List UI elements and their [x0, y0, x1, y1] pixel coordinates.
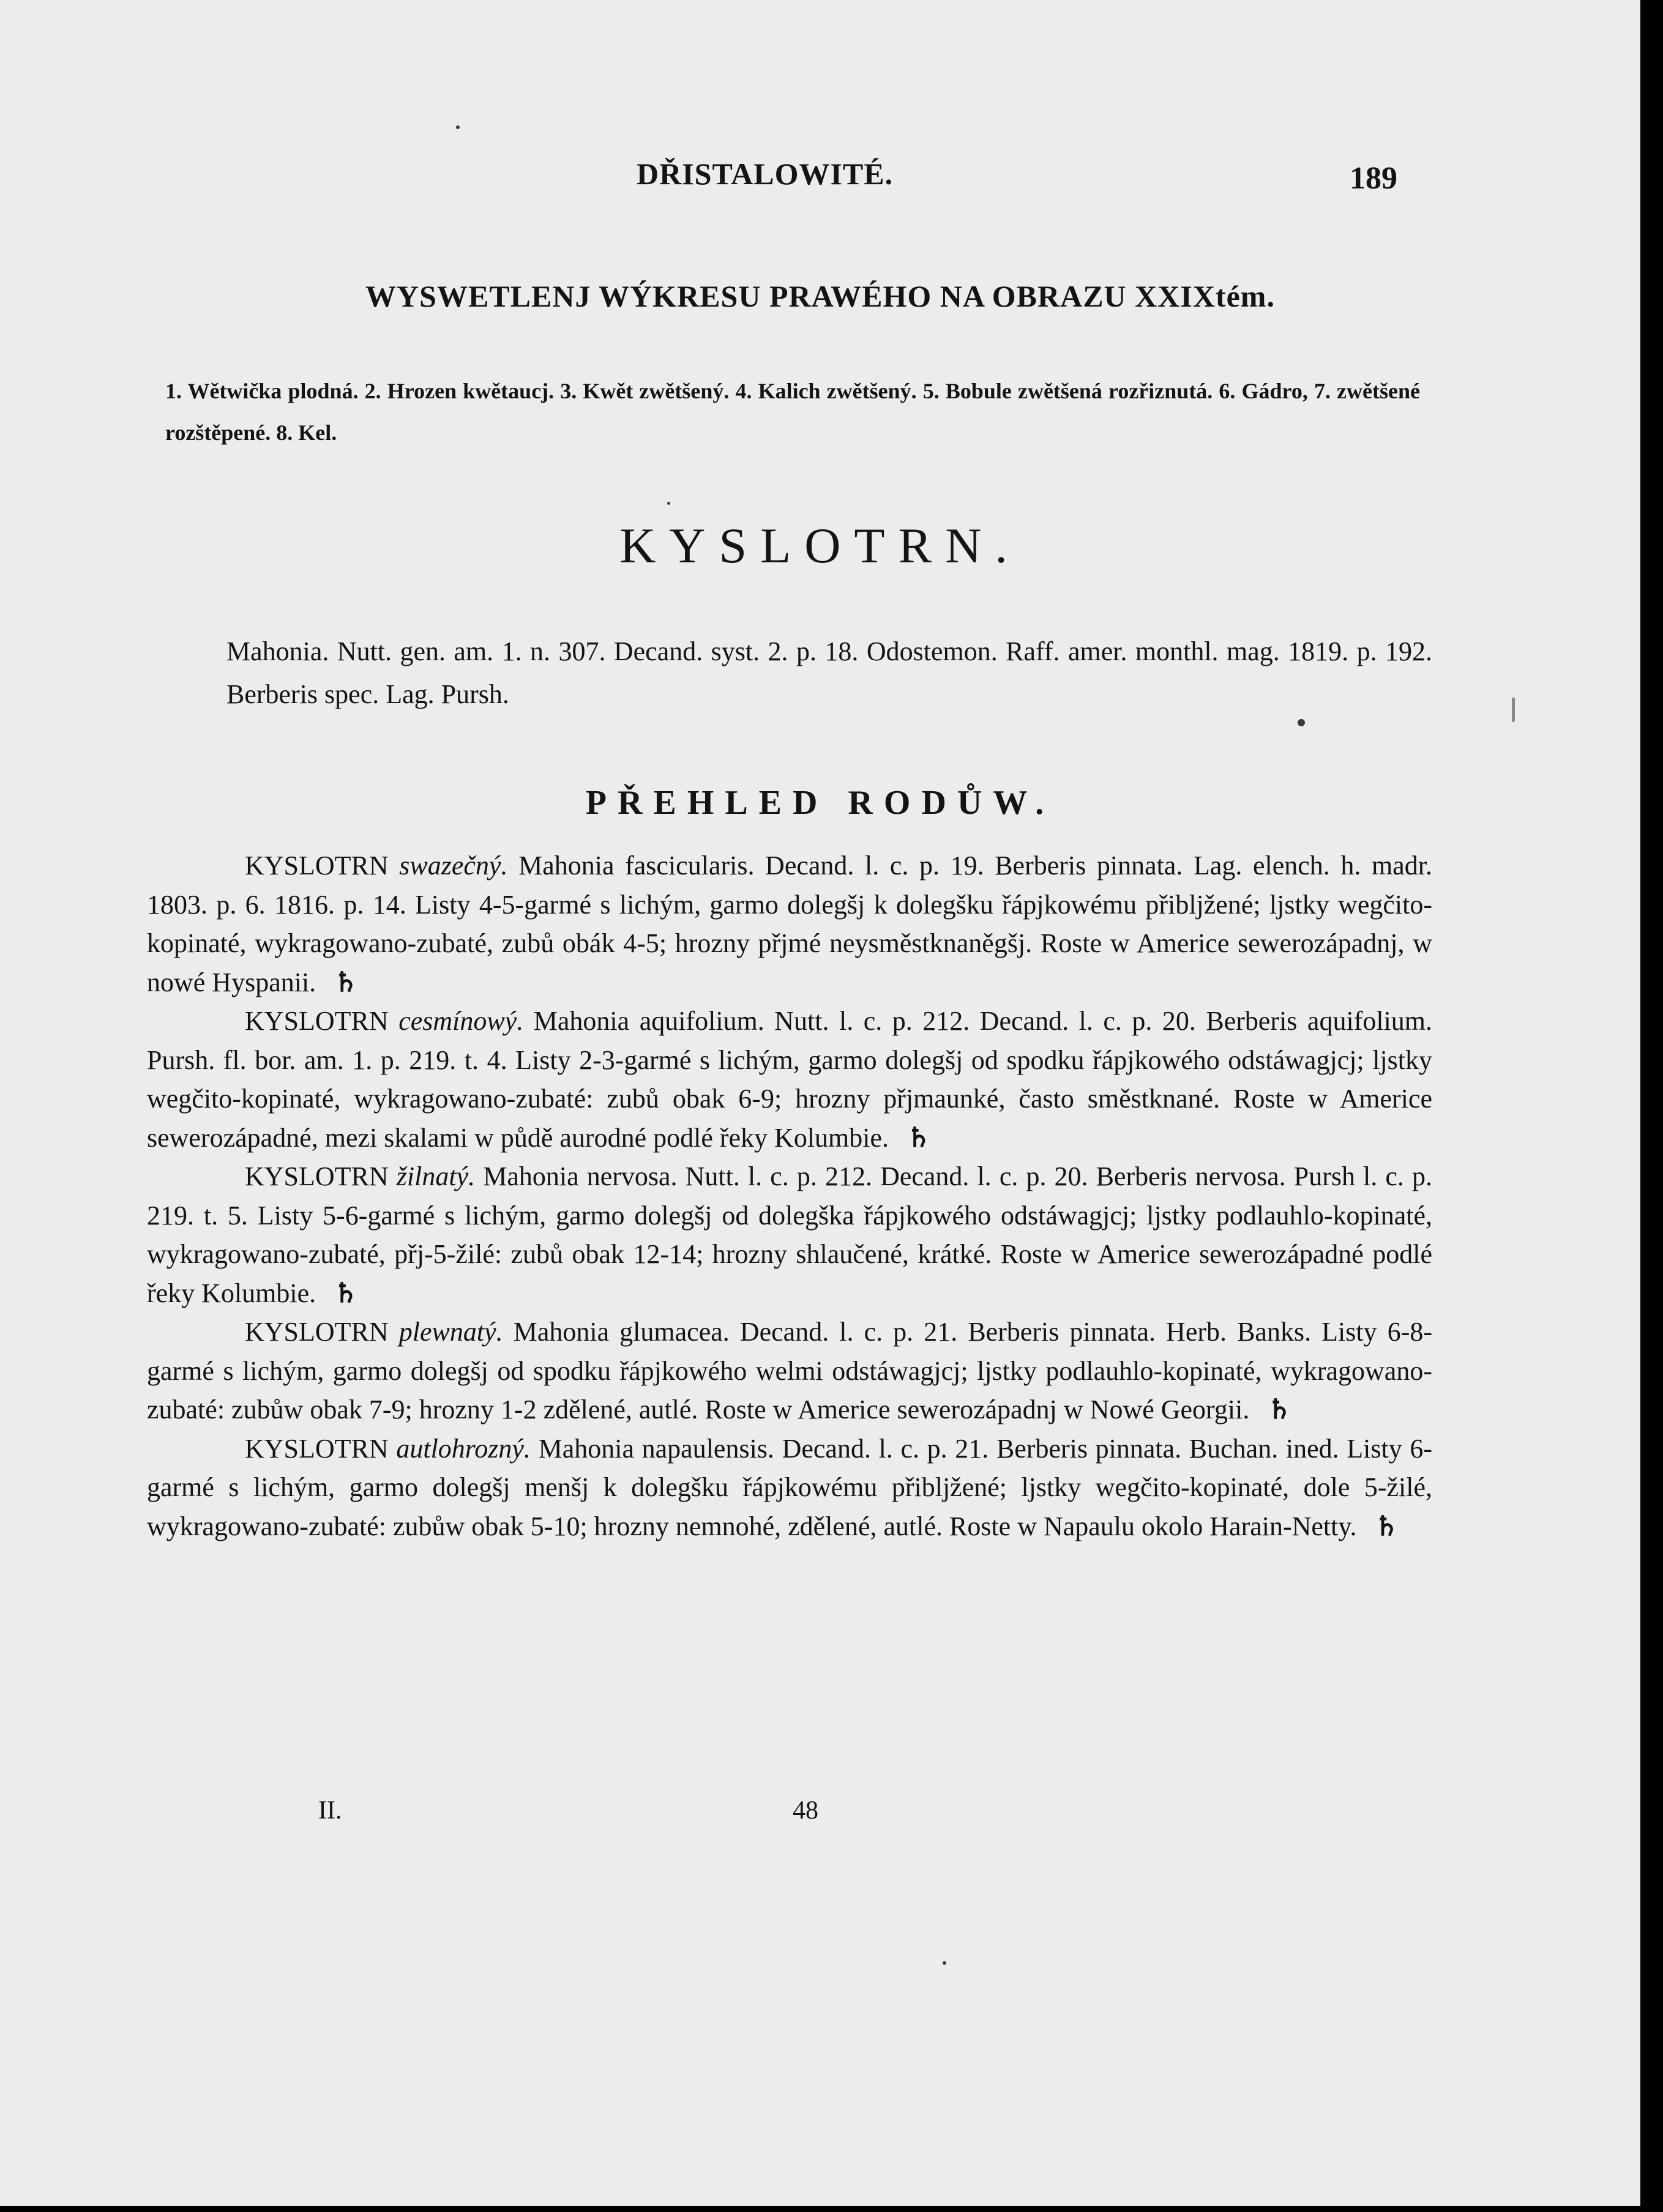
scan-edge: [1640, 0, 1663, 2212]
species-description: Mahonia aquifolium. Nutt. l. c. p. 212. Decand. l. c. p. 20. Berberis aquifolium. Pursh. fl. bor. am. 1. p. 219. t. 4. Listy 2-3-garmé s lichým, garmo dolegšj od spodku řápjkowého odstáwagjcj; ljstky wegčito-kopinaté, wykragowano-zubaté: zubů obak 6-9; hrozny přjmaunké, často směstknané. Roste w Americe sewerozápadné, mezi skalami w půdě aurodné podlé řeky Kolumbie.: [147, 1006, 1433, 1153]
paper-speck: [943, 1961, 946, 1965]
signature-number: 48: [793, 1797, 818, 1825]
shrub-symbol-icon: ♄: [334, 1278, 358, 1308]
species-epithet: autlohrozný.: [396, 1433, 531, 1464]
page-number: 189: [1350, 161, 1397, 196]
shrub-symbol-icon: ♄: [1267, 1395, 1291, 1424]
paper-speck: [667, 502, 670, 505]
running-head: DŘISTALOWITÉ.: [637, 157, 894, 191]
printer-signature: II.: [318, 1797, 342, 1825]
species-description: Mahonia napaulensis. Decand. l. c. p. 21. Berberis pinnata. Buchan. ined. Listy 6-garmé s lichým, garmo dolegšj menšj k dolegšku řápjkowému přibljžené; ljstky wegčito-kopinaté, dole 5-žilé, wykragowano-zubaté: zubůw obak 5-10; hrozny nemnohé, zdělené, autlé. Roste w Napaulu okolo Harain-Netty.: [147, 1433, 1433, 1541]
shrub-symbol-icon: ♄: [1374, 1511, 1399, 1541]
species-description: Mahonia glumacea. Decand. l. c. p. 21. Berberis pinnata. Herb. Banks. Listy 6-8-garmé s lichým, garmo dolegšj od spodku řápjkowého welmi odstáwagjcj; ljstky podlauhlo-kopinaté, wykragowano-zubaté: zubůw obak 7-9; hrozny 1-2 zdělené, autlé. Roste w Americe sewerozápadnj w Nowé Georgii.: [147, 1317, 1432, 1424]
species-genus-name: KYSLOTRN: [245, 1317, 389, 1347]
species-epithet: žilnatý.: [396, 1161, 476, 1191]
plate-legend: 1. Wětwička plodná. 2. Hrozen kwětaucj. 3. Kwět zwětšený. 4. Kalich zwětšený. 5. Bobule zwětšená rozřiznutá. 6. Gádro, 7. zwětšené rozštěpené. 8. Kel.: [165, 379, 1420, 445]
species-genus-name: KYSLOTRN: [245, 1161, 389, 1191]
species-description: Mahonia nervosa. Nutt. l. c. p. 212. Decand. l. c. p. 20. Berberis nervosa. Pursh l. c. p. 219. t. 5. Listy 5-6-garmé s lichým, garmo dolegšj od dolegška řápjkowého odstáwagjcj; ljstky podlauhlo-kopinaté, wykragowano-zubaté, přj-5-žilé: zubů obak 12-14; hrozny shlaučené, krátké. Roste w Americe sewerozápadné podlé řeky Kolumbie.: [147, 1161, 1432, 1308]
species-epithet: plewnatý.: [398, 1317, 503, 1347]
section-title: PŘEHLED RODŮW.: [585, 784, 1055, 822]
species-genus-name: KYSLOTRN: [245, 851, 389, 881]
genus-title: KYSLOTRN.: [619, 518, 1021, 573]
species-genus-name: KYSLOTRN: [245, 1433, 389, 1464]
plate-explanation-title: WYSWETLENJ WÝKRESU PRAWÉHO NA OBRAZU XXIXtém.: [365, 279, 1275, 313]
species-entry: [147, 1157, 1432, 1313]
species-entry: [147, 1313, 1432, 1429]
species-epithet: swazečný.: [399, 851, 508, 881]
shrub-symbol-icon: ♄: [906, 1122, 931, 1153]
paper-speck: [1298, 719, 1305, 726]
species-entry: [147, 1002, 1432, 1157]
species-entry: [147, 1429, 1432, 1546]
species-description: Mahonia fascicularis. Decand. l. c. p. 19. Berberis pinnata. Lag. elench. h. madr. 1803. p. 6. 1816. p. 14. Listy 4-5-garmé s lichým, garmo dolegšj k dolegšku řápjkowému přibljžené; ljstky wegčito-kopinaté, wykragowano-zubaté, zubů obák 4-5; hrozny přjmé neysměstknaněgšj. Roste w Americe sewerozápadnj, w nowé Hyspanii.: [147, 851, 1432, 997]
species-epithet: cesmínowý.: [398, 1006, 524, 1036]
species-genus-name: KYSLOTRN: [245, 1006, 389, 1036]
species-entry: [147, 846, 1432, 1002]
shrub-symbol-icon: ♄: [334, 967, 358, 997]
paper-speck: [456, 125, 460, 129]
paper-speck: [1512, 698, 1515, 722]
genus-synonymy: Mahonia. Nutt. gen. am. 1. n. 307. Decand. syst. 2. p. 18. Odostemon. Raff. amer. monthl. mag. 1819. p. 192. Berberis spec. Lag. Pursh.: [226, 636, 1432, 709]
species-list: [147, 846, 1432, 1546]
